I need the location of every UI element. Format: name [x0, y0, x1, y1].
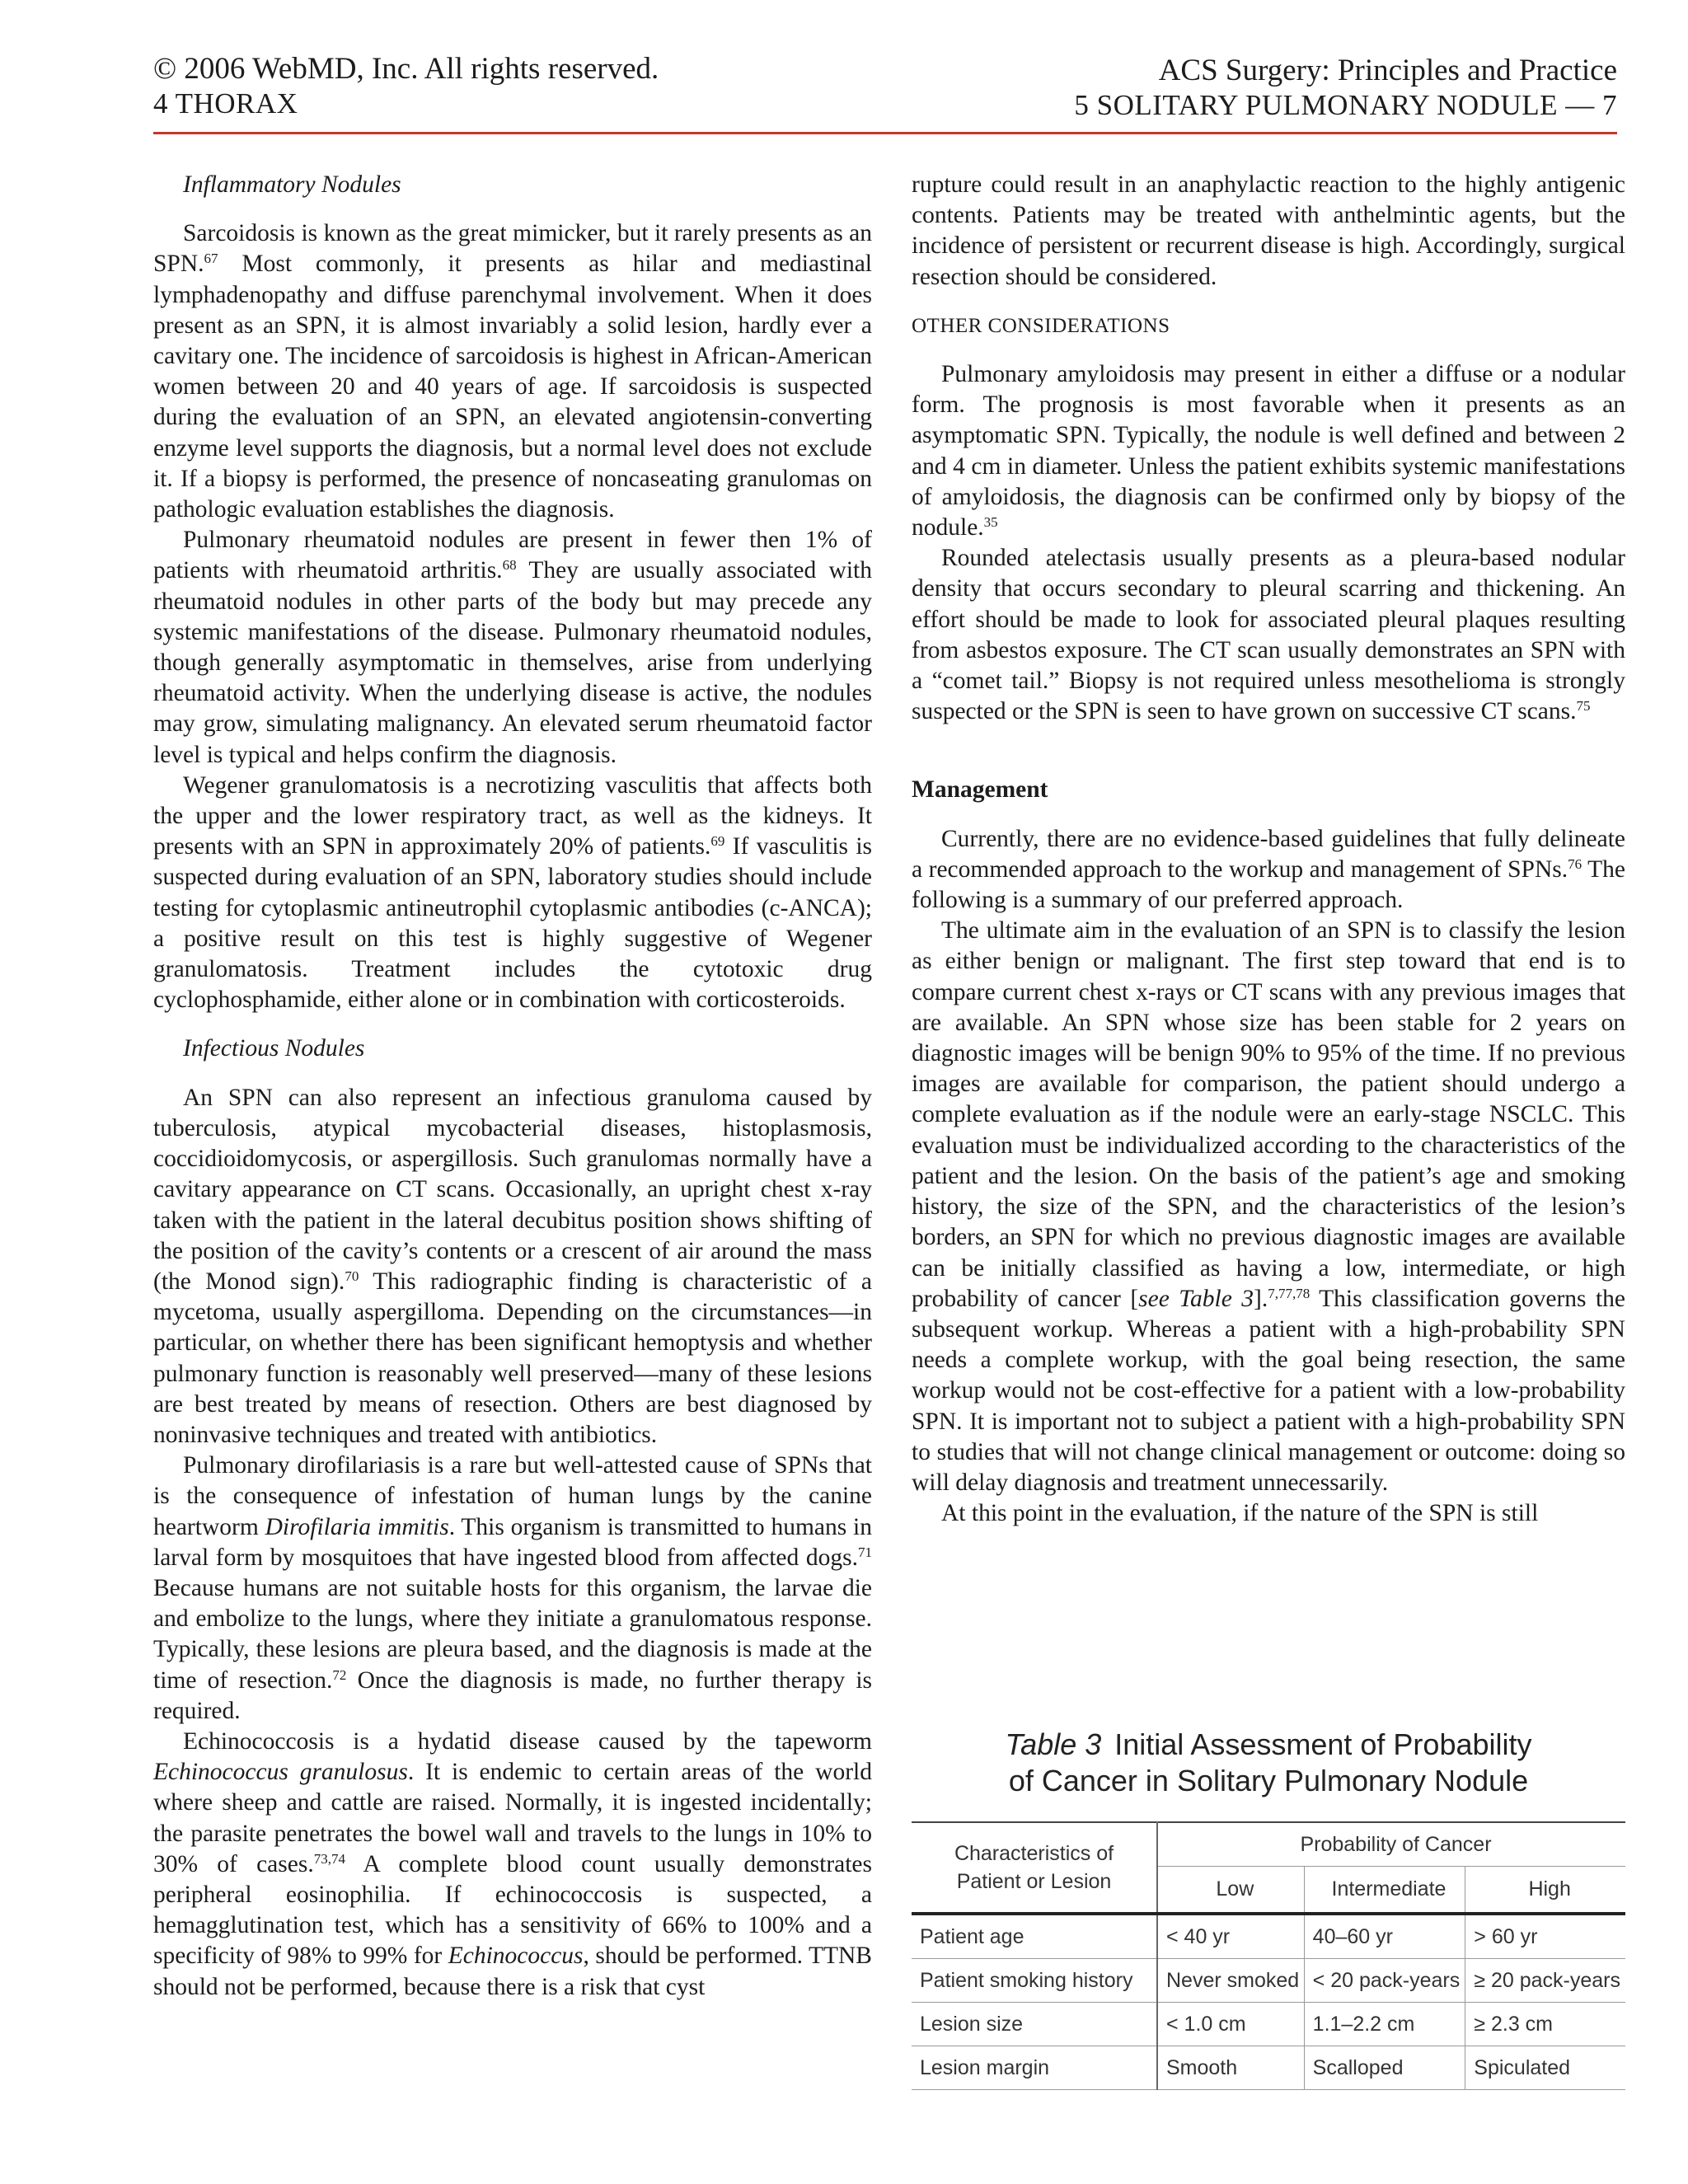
management-heading: Management	[912, 776, 1048, 804]
atelectasis-paragraph: Rounded atelectasis usually presents as a pleura-based nodular density that occurs secondary to pleural scarring and thickening. An effort should be made to look for associated pleural plaques resulting from asbestos exposure. The CT scan usually demonstrates an SPN with a “comet tail.” Biopsy is not required unless mesothelioma is strongly suspected or the SPN is seen to have grown on successive CT scans.$^{75}$	[912, 545, 1625, 725]
table-title-line2: of Cancer in Solitary Pulmonary Nodule	[1008, 1764, 1529, 1797]
evaluation-point-paragraph: At this point in the evaluation, if the nature of the SPN is still	[941, 1500, 1539, 1527]
table-title	[912, 1727, 1625, 1799]
evaluation-aim-paragraph: The ultimate aim in the evaluation of an SPN is to classify the lesion as either benign or malignant. The first step toward that end is to compare current chest x-rays or CT scans with any previous images that are available. An SPN whose size has been stable for 2 years on diagnostic images will be benign 90% to 95% of the time. If no previous images are available for comparison, the patient should undergo a complete evaluation as if the nodule were an early-stage NSCLC. This evaluation must be individualized according to the characteristics of the patient and the lesion. On the basis of the patient’s age and smoking history, the size of the SPN, and the characteristics of the lesion’s borders, an SPN for which no previous diagnostic images are available can be initially classified as having a low, intermediate, or high probability of cancer [see Table 3].$^{7,77,78}$ This classification governs the subsequent workup. Whereas a patient with a high-probability SPN needs a complete workup, with the goal being resection, the same workup would not be cost-effective for a patient with a low-probability SPN. It is important not to subject a patient with a high-probability SPN to studies that will not change clinical management or outcome: doing so will delay diagnosis and treatment unnecessarily.	[912, 917, 1626, 1496]
section-label: 4 THORAX	[153, 87, 298, 120]
cell-high: ≥ 2.3 cm	[1465, 2003, 1625, 2046]
row-label: Lesion margin	[920, 2055, 1050, 2079]
cell-high: ≥ 20 pack-years	[1465, 1959, 1625, 2003]
cell-intermediate: 40–60 yr	[1304, 1914, 1465, 1959]
cell-low: Smooth	[1157, 2046, 1304, 2090]
other-considerations-heading: OTHER CONSIDERATIONS	[912, 314, 1170, 337]
chapter-label: 5 SOLITARY PULMONARY NODULE — 7	[1074, 89, 1617, 121]
amyloidosis-paragraph: Pulmonary amyloidosis may present in either a diffuse or a nodular form. The prognosis is most favorable when it presents as an asymptomatic SPN. Typically, the nodule is well defined and between 2 and 4 cm in diameter. Unless the patient exhibits systemic manifestations of amyloidosis, the diagnosis can be confirmed only by biopsy of the nodule.$^{35}$	[912, 361, 1625, 541]
table-row	[912, 2046, 1625, 2090]
row-label: Lesion size	[920, 2012, 1024, 2036]
header-intermediate: Intermediate	[1304, 1867, 1465, 1914]
echinococcosis-paragraph: Echinococcosis is a hydatid disease caused by the tapeworm Echinococcus granulosus. It is endemic to certain areas of the world where sheep and cattle are raised. Normally, it is ingested incidentally; the parasite penetrates the bowel wall and travels to the lungs in 10% to 30% of cases.$^{73,74}$ A complete blood count usually demonstrates peripheral eosinophilia. If echinococcosis is suspected, a hemagglutination test, which has a sensitivity of 66% to 100% and a specificity of 98% to 99% for Echinococcus, should be performed. TTNB should not be performed, because there is a risk that cyst	[153, 1727, 873, 2000]
inflammatory-nodules-heading: Inflammatory Nodules	[183, 171, 401, 198]
header-rule	[153, 132, 1617, 134]
header-characteristics: Characteristics of Patient or Lesion	[912, 1822, 1157, 1914]
wegener-paragraph: Wegener granulomatosis is a necrotizing vasculitis that affects both the upper and the lower respiratory tract, as well as the kidneys. It presents with an SPN in approximately 20% of patients.$^{69}$ If vasculitis is suspected during evaluation of an SPN, laboratory studies should include testing for cytoplasmic antineutrophil cytoplasmic antibodies (c-ANCA); a positive result on this test is highly suggestive of Wegener granulomatosis. Treatment includes the cytotoxic drug cyclophosphamide, either alone or in combination with corticosteroids.	[153, 771, 872, 1014]
row-label: Patient smoking history	[920, 1968, 1133, 1992]
table-title-line1: Initial Assessment of Probability	[1114, 1727, 1532, 1761]
table-row	[912, 1959, 1625, 2003]
continued-paragraph: rupture could result in an anaphylactic reaction to the highly antigenic contents. Patients may be treated with anthelmintic agents, but the incidence of persistent or recurrent disease is high. Accordingly, surgical resection should be considered.	[912, 171, 1625, 290]
infectious-nodules-heading: Infectious Nodules	[183, 1035, 365, 1062]
cell-low: < 1.0 cm	[1157, 2003, 1304, 2046]
table-number: Table 3	[1005, 1727, 1102, 1761]
header-probability: Probability of Cancer	[1157, 1822, 1625, 1867]
right-column	[912, 170, 1625, 1529]
cell-high: > 60 yr	[1465, 1914, 1625, 1959]
left-column	[153, 170, 872, 2003]
cell-low: Never smoked	[1157, 1959, 1304, 2003]
infectious-paragraph: An SPN can also represent an infectious granuloma caused by tuberculosis, atypical mycobacterial diseases, histoplasmosis, coccidioidomycosis, or aspergillosis. Such granulomas normally have a cavitary appearance on CT scans. Occasionally, an upright chest x-ray taken with the patient in the lateral decubitus position shows shifting of the position of the cavity’s contents or a crescent of air around the mass (the Monod sign).$^{70}$ This radiographic finding is characteristic of a mycetoma, usually aspergilloma. Depending on the circumstances—in particular, on whether there has been significant hemoptysis and whether pulmonary function is reasonably well preserved—many of these lesions are best treated by means of resection. Others are best diagnosed by noninvasive techniques and treated with antibiotics.	[153, 1084, 873, 1448]
management-paragraph: Currently, there are no evidence-based guidelines that fully delineate a recommended approach to the workup and management of SPNs.$^{76}$ The following is a summary of our preferred approach.	[912, 825, 1625, 914]
cell-low: < 40 yr	[1157, 1914, 1304, 1959]
probability-table	[912, 1821, 1625, 2090]
rheumatoid-paragraph: Pulmonary rheumatoid nodules are present in fewer then 1% of patients with rheumatoid arthritis.$^{68}$ They are usually associated with rheumatoid nodules in other parts of the body but may precede any systemic manifestations of the disease. Pulmonary rheumatoid nodules, though generally asymptomatic in themselves, arise from underlying rheumatoid activity. When the underlying disease is active, the nodules may grow, simulating malignancy. An elevated serum rheumatoid factor level is typical and helps confirm the diagnosis.	[153, 527, 872, 768]
table-row	[912, 1914, 1625, 1959]
cell-intermediate: Scalloped	[1304, 2046, 1465, 2090]
row-label: Patient age	[920, 1924, 1025, 1948]
cell-high: Spiculated	[1465, 2046, 1625, 2090]
cell-intermediate: < 20 pack-years	[1304, 1959, 1465, 2003]
sarcoidosis-paragraph: Sarcoidosis is known as the great mimicker, but it rarely presents as an SPN.$^{67}$ Most commonly, it presents as hilar and mediastinal lymphadenopathy and diffuse parenchymal involvement. When it does present as an SPN, it is almost invariably a solid lesion, hardly ever a cavitary one. The incidence of sarcoidosis is highest in African-American women between 20 and 40 years of age. If sarcoidosis is suspected during the evaluation of an SPN, an elevated angiotensin-converting enzyme level supports the diagnosis, but a normal level does not exclude it. If a biopsy is performed, the presence of noncaseating granulomas on pathologic evaluation establishes the diagnosis.	[153, 220, 872, 523]
copyright-notice: © 2006 WebMD, Inc. All rights reserved.	[153, 52, 659, 86]
cell-intermediate: 1.1–2.2 cm	[1304, 2003, 1465, 2046]
header-low: Low	[1157, 1867, 1304, 1914]
table-row	[912, 2003, 1625, 2046]
book-title: ACS Surgery: Principles and Practice	[1158, 54, 1617, 87]
header-high: High	[1465, 1867, 1625, 1914]
dirofilariasis-paragraph: Pulmonary dirofilariasis is a rare but well-attested cause of SPNs that is the consequence of infestation of human lungs by the canine heartworm Dirofilaria immitis. This organism is transmitted to humans in larval form by mosquitoes that have ingested blood from affected dogs.$^{71}$ Because humans are not suitable hosts for this organism, the larvae die and embolize to the lungs, where they initiate a granulomatous response. Typically, these lesions are pleura based, and the diagnosis is made at the time of resection.$^{72}$ Once the diagnosis is made, no further therapy is required.	[153, 1452, 873, 1724]
